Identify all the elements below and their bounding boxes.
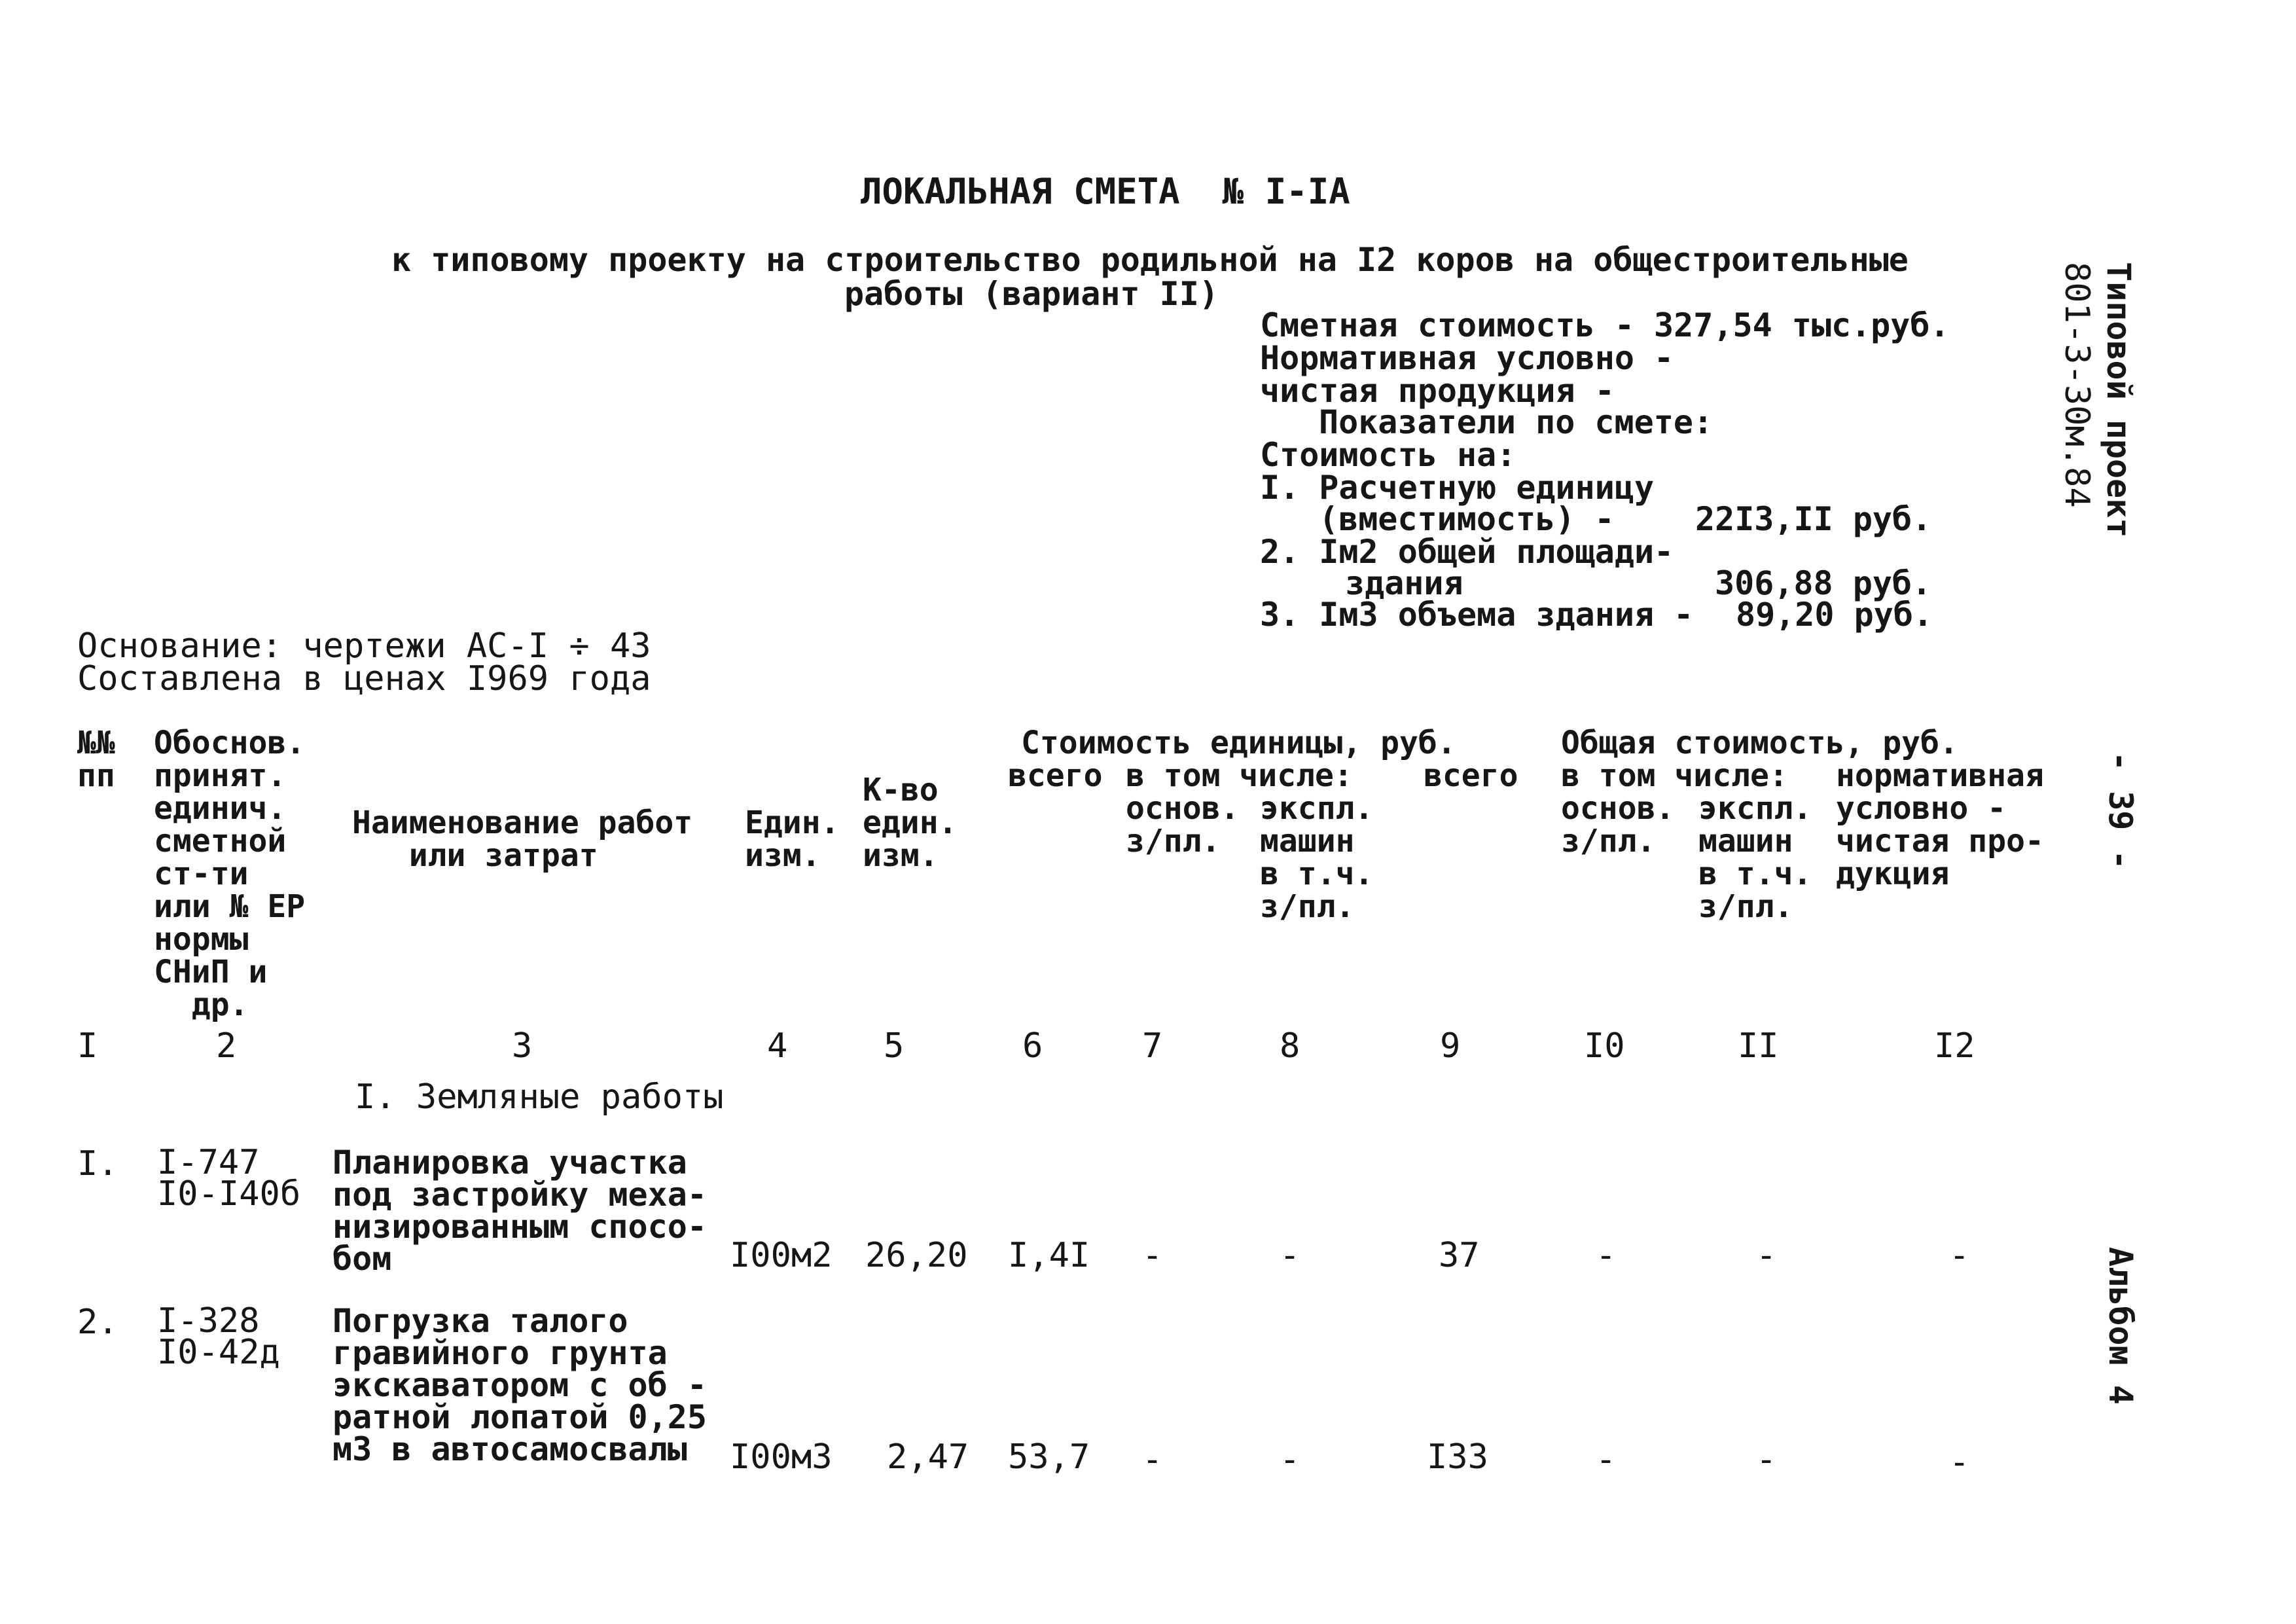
col-number: 5 <box>884 1026 905 1066</box>
row-basis: I-747 I0-I40б <box>157 1143 301 1214</box>
row-unit-base-wage: - <box>1142 1236 1163 1275</box>
row-number: 2. <box>77 1303 118 1342</box>
row-total-machines: - <box>1756 1440 1777 1479</box>
header-quantity: К-во един. изм. <box>863 772 958 874</box>
document-title: ЛОКАЛЬНАЯ СМЕТА № I-IA <box>861 171 1350 212</box>
row-work-name: Погрузка талого гравийного грунта экскаватором с об - ратной лопатой 0,25 м3 в автосамосвалы <box>332 1302 707 1468</box>
row-total-base-wage: - <box>1596 1236 1617 1275</box>
prices-line: Составлена в ценах I969 года <box>77 659 651 698</box>
header-incl-group: в том числе: <box>1126 757 1353 794</box>
header-row-number: №№ пп <box>77 725 115 794</box>
col-number: 7 <box>1142 1026 1163 1066</box>
header-normative-product: нормативная условно - чистая про- дукция <box>1836 757 2044 892</box>
row-total: I33 <box>1427 1437 1488 1477</box>
row-quantity: 2,47 <box>887 1437 969 1477</box>
header-work-name: Наименование работ или затрат <box>352 804 693 874</box>
col-number: I0 <box>1584 1026 1625 1066</box>
col-number: 6 <box>1022 1026 1043 1066</box>
row-unit-machines: - <box>1280 1236 1300 1275</box>
header-basis: Обоснов. принят. единич. сметной ст-ти или № ЕР нормы СНиП и др. <box>154 725 306 1023</box>
row-quantity: 26,20 <box>865 1236 968 1275</box>
row-unit: I00м2 <box>730 1236 833 1275</box>
row-work-name: Планировка участка под застройку меха- низированным спосо- бом <box>332 1144 707 1278</box>
col-number: I2 <box>1934 1026 1975 1066</box>
row-unit-base-wage: - <box>1142 1440 1163 1479</box>
indicator-2-line2: здания <box>1345 564 1463 602</box>
header-unit-total: всего <box>1008 757 1103 794</box>
subtitle-line-1: к типовому проекту на строительство родильной на I2 коров на общестроительные <box>391 241 1909 279</box>
row-unit: I00м3 <box>730 1437 833 1477</box>
indicator-3-value: 89,20 руб. <box>1736 596 1933 634</box>
header-unit-cost-group: Стоимость единицы, руб. <box>1021 725 1456 761</box>
header-total-base-wage: основ. з/пл. <box>1561 790 1675 859</box>
header-total: всего <box>1424 757 1518 794</box>
row-normative-product: - <box>1949 1443 1970 1482</box>
indicator-1-line1: I. Расчетную единицу <box>1260 469 1655 507</box>
estimated-cost: Сметная стоимость - 327,54 тыс.руб. <box>1260 306 1950 344</box>
header-incl-group-2: в том числе: <box>1561 757 1788 794</box>
album-label: Альбом 4 <box>2102 1247 2140 1405</box>
col-number: 9 <box>1440 1026 1461 1066</box>
col-number: 3 <box>512 1026 533 1066</box>
row-total-base-wage: - <box>1596 1440 1617 1479</box>
row-unit-total: 53,7 <box>1008 1437 1090 1477</box>
project-stamp-line2: 801-3-30м.84 <box>2057 262 2096 508</box>
row-normative-product: - <box>1949 1236 1970 1275</box>
indicator-1-line2: (вместимость) - <box>1319 500 1615 538</box>
header-total-cost-group: Общая стоимость, руб. <box>1561 725 1958 761</box>
row-number: I. <box>77 1144 118 1183</box>
cost-on-label: Стоимость на: <box>1260 436 1516 474</box>
indicator-2-value: 306,88 руб. <box>1715 564 1932 602</box>
indicators-heading: Показатели по смете: <box>1319 403 1713 441</box>
col-number: 8 <box>1280 1026 1300 1066</box>
row-unit-machines: - <box>1280 1440 1300 1479</box>
row-basis: I-328 I0-42д <box>157 1301 280 1372</box>
col-number: 2 <box>216 1026 237 1066</box>
col-number: II <box>1738 1026 1779 1066</box>
header-unit: Един. изм. <box>745 804 840 874</box>
col-number: I <box>77 1026 98 1066</box>
row-unit-total: I,4I <box>1008 1236 1090 1275</box>
subtitle-line-2: работы (вариант II) <box>844 275 1219 313</box>
row-total: 37 <box>1439 1236 1480 1275</box>
indicator-3-line: 3. Iм3 объема здания - <box>1260 596 1694 634</box>
row-total-machines: - <box>1756 1236 1777 1275</box>
col-number: 4 <box>767 1026 788 1066</box>
project-stamp-line1: Типовой проект <box>2100 262 2138 538</box>
indicator-1-value: 22I3,II руб. <box>1695 500 1932 538</box>
header-total-machines: экспл. машин в т.ч. з/пл. <box>1698 790 1812 925</box>
header-unit-machines: экспл. машин в т.ч. з/пл. <box>1260 790 1374 925</box>
indicator-2-line1: 2. Iм2 общей площади- <box>1260 533 1674 571</box>
basis-line: Основание: чертежи АС-I ÷ 43 <box>77 626 651 666</box>
normative-product-line2: чистая продукция - <box>1260 372 1615 410</box>
section-title: I. Земляные работы <box>355 1077 724 1117</box>
page-number: - 39 - <box>2102 751 2140 870</box>
header-unit-base-wage: основ. з/пл. <box>1126 790 1240 859</box>
normative-product-line1: Нормативная условно - <box>1260 339 1674 377</box>
